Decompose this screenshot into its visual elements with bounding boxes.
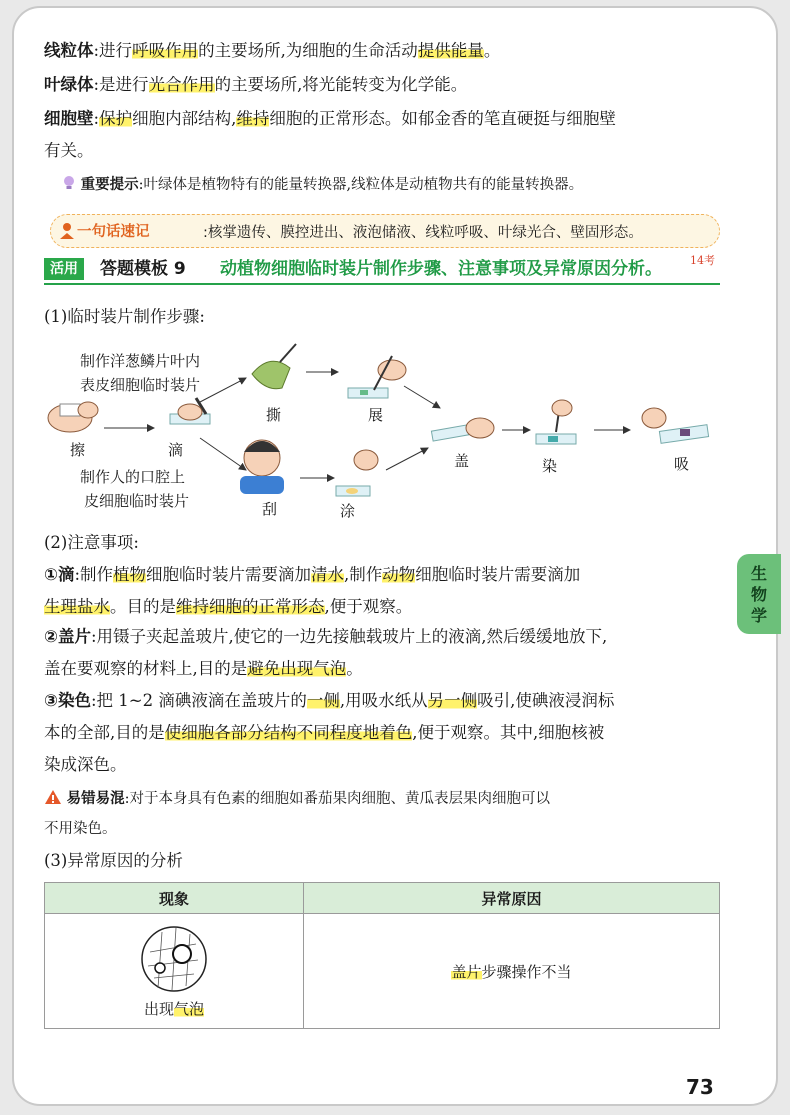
phenomenon-caption: 出现气泡 <box>143 999 205 1018</box>
step-stain: 染 <box>542 457 558 475</box>
template-header <box>44 256 720 284</box>
onion-label-2: 表皮细胞临时装片 <box>80 376 201 394</box>
note-stain-3: 染成深色。 <box>44 755 127 774</box>
bubble-cell-icon <box>136 924 212 994</box>
text-line: 叶绿体:是进行光合作用的主要场所,将光能转变为化学能。 <box>44 75 468 94</box>
section-title: (2)注意事项: <box>44 533 139 552</box>
note-drop: ①滴:制作植物细胞临时装片需要滴加清水,制作动物细胞临时装片需要滴加 <box>44 565 581 584</box>
note-stain-2: 本的全部,目的是使细胞各部分结构不同程度地着色,便于观察。其中,细胞核被 <box>44 723 605 742</box>
header-title: 答题模板 9 <box>100 259 186 279</box>
quick-memory-label: 一句话速记 <box>77 224 150 240</box>
analysis-table <box>44 882 720 1029</box>
text-line: 线粒体:进行呼吸作用的主要场所,为细胞的生命活动提供能量。 <box>44 41 501 60</box>
note-drop-2: 生理盐水。目的是维持细胞的正常形态,便于观察。 <box>44 597 413 616</box>
cheek-label-2: 皮细胞临时装片 <box>84 492 190 510</box>
warning-icon <box>44 789 62 805</box>
text-line: 细胞壁:保护细胞内部结构,维持细胞的正常形态。如郁金香的笔直硬挺与细胞壁 <box>44 109 616 128</box>
col-phenomenon: 现象 <box>45 883 304 914</box>
section-title: (1)临时装片制作步骤: <box>44 307 205 326</box>
note-cover-2: 盖在要观察的材料上,目的是避免出现气泡。 <box>44 659 363 678</box>
col-cause: 异常原因 <box>304 883 720 914</box>
step-absorb: 吸 <box>674 455 690 473</box>
step-smear: 涂 <box>340 502 356 520</box>
section-title: (3)异常原因的分析 <box>44 851 183 870</box>
cheek-label-1: 制作人的口腔上 <box>80 468 186 486</box>
step-drop: 滴 <box>168 441 184 459</box>
header-tag: 活用 <box>44 258 84 280</box>
step-spread: 展 <box>368 406 384 424</box>
quick-memory-box <box>50 214 720 248</box>
subject-tab[interactable]: 生 物 学 <box>737 554 781 634</box>
step-scrape: 刮 <box>262 500 278 518</box>
header-subtitle: 动植物细胞临时装片制作步骤、注意事项及异常原因分析。 <box>220 259 662 279</box>
table-header-row <box>45 883 720 914</box>
key-tip: 重要提示:叶绿体是植物特有的能量转换器,线粒体是动植物共有的能量转换器。 <box>62 174 583 196</box>
step-tear: 撕 <box>266 406 282 424</box>
quick-memory-text: :核掌遗传、膜控进出、液泡储液、线粒呼吸、叶绿光合、壁固形态。 <box>203 225 643 241</box>
cause-cell: 盖片步骤操作不当 <box>304 914 720 1029</box>
step-wipe: 擦 <box>70 441 86 459</box>
warning-note: 易错易混:对于本身具有色素的细胞如番茄果肉细胞、黄瓜表层果肉细胞可以 <box>44 788 550 810</box>
lightbulb-icon <box>62 175 76 191</box>
note-stain: ③染色:把 1~2 滴碘液滴在盖玻片的一侧,用吸水纸从另一侧吸引,使碘液浸润标 <box>44 691 615 710</box>
exam-count: 14考 <box>690 254 715 267</box>
page-number: 73 <box>686 1075 714 1099</box>
text-line: 有关。 <box>44 141 94 160</box>
warning-note-2: 不用染色。 <box>44 821 117 837</box>
note-cover: ②盖片:用镊子夹起盖玻片,使它的一边先接触载玻片上的液滴,然后缓缓地放下, <box>44 627 608 646</box>
phenomenon-cell <box>45 914 304 1029</box>
reader-icon <box>59 222 75 240</box>
onion-label-1: 制作洋葱鳞片叶内 <box>80 352 201 370</box>
table-row <box>45 914 720 1029</box>
header-rule <box>44 283 720 285</box>
step-cover: 盖 <box>454 452 470 470</box>
